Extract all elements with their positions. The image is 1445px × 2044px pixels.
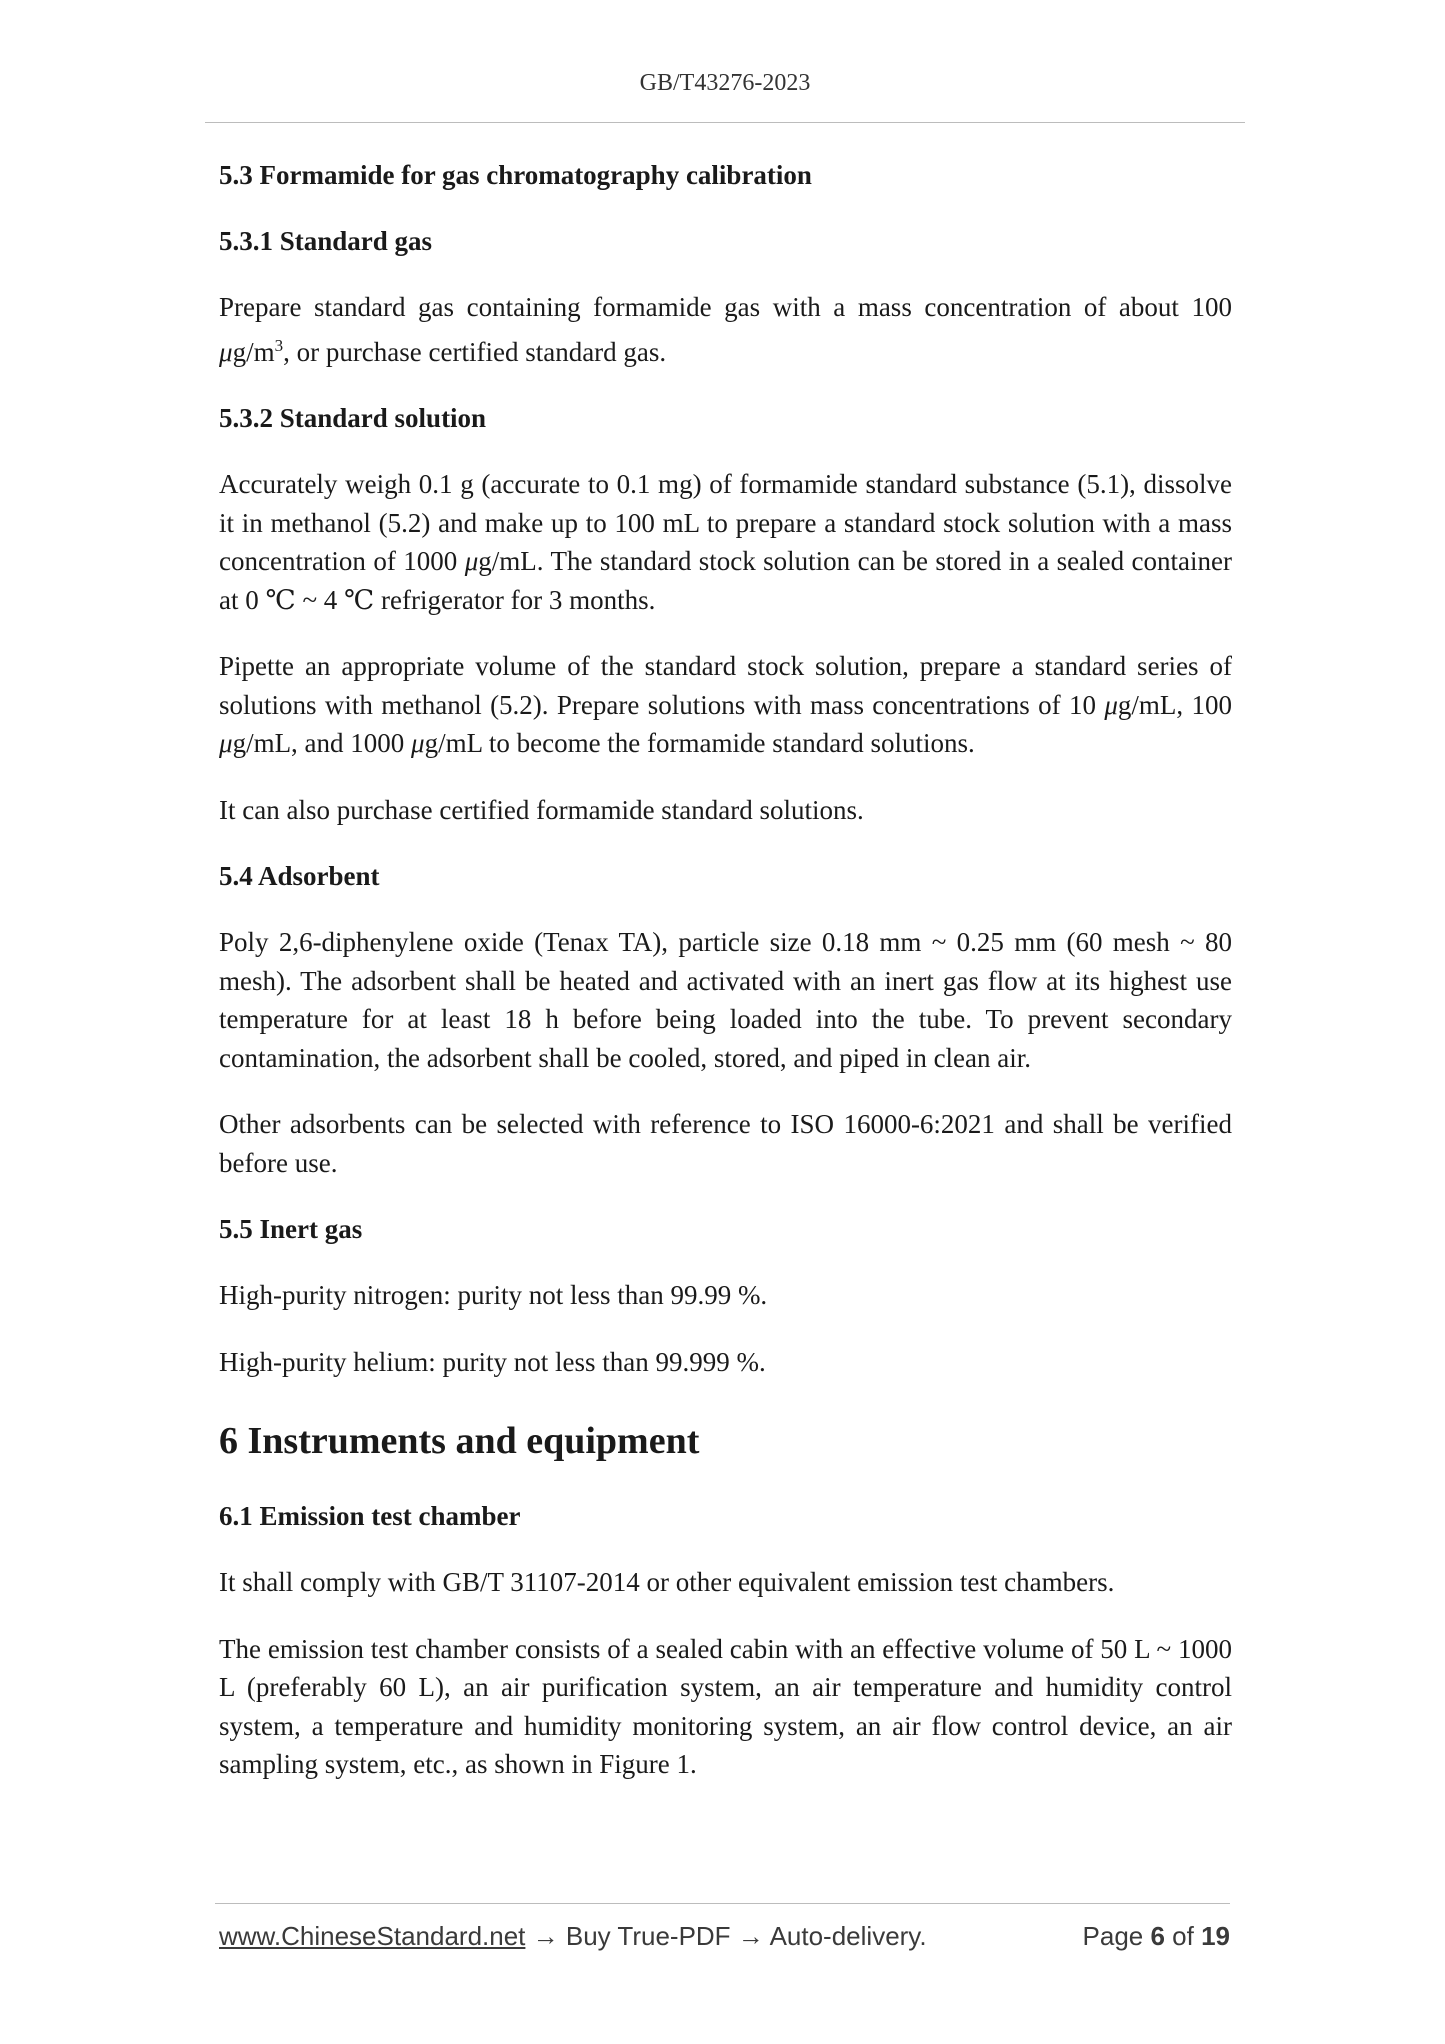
superscript: 3 [274, 335, 284, 355]
paragraph-other-adsorbents: Other adsorbents can be selected with reference to ISO 16000-6:2021 and shall be verified before use. [219, 1109, 1232, 1178]
text-run: , or purchase certified standard gas. [283, 336, 667, 367]
page-footer [219, 1921, 1230, 1955]
page-total: 19 [1201, 1921, 1230, 1951]
section-heading-5-5: 5.5 Inert gas [219, 1214, 363, 1244]
footer-promo [219, 1921, 927, 1952]
section-heading-5-3: 5.3 Formamide for gas chromatography calibration [219, 160, 812, 190]
chapter-heading-6: 6 Instruments and equipment [219, 1420, 700, 1462]
paragraph-standard-gas [219, 288, 1232, 371]
paragraph-chamber-compliance: It shall comply with GB/T 31107-2014 or other equivalent emission test chambers. [219, 1567, 1115, 1597]
paragraph-stock-solution [219, 465, 1232, 619]
mu-symbol: μ [1104, 689, 1118, 720]
text-run: g/m [232, 336, 275, 367]
footer-divider [215, 1903, 1230, 1904]
mu-symbol: μ [219, 336, 233, 367]
paragraph-standard-series [219, 647, 1232, 763]
section-heading-6-1: 6.1 Emission test chamber [219, 1501, 521, 1531]
paragraph-certified-solutions: It can also purchase certified formamide standard solutions. [219, 794, 864, 825]
page-number: 6 [1150, 1921, 1165, 1951]
section-heading-5-3-2: 5.3.2 Standard solution [219, 403, 487, 433]
paragraph-nitrogen: High-purity nitrogen: purity not less than 99.99 %. [219, 1280, 768, 1310]
text-run: Pipette an appropriate volume of the standard stock solution, prepare a standard series of solutions with methanol (5.2). Prepare solutions with mass concentrations of 10 [219, 651, 1232, 720]
text-run: g/mL, and 1000 [232, 728, 412, 758]
mu-symbol: μ [411, 728, 425, 758]
site-link[interactable]: www.ChineseStandard.net [219, 1921, 526, 1951]
text-run: Accurately weigh 0.1 g (accurate to 0.1 mg) of formamide standard substance (5.1), dissolve it in methanol (5.2) and make up to 100 mL to prepare a standard stock solution with a mass concentration of 1000 [219, 469, 1232, 576]
paragraph-adsorbent: Poly 2,6-diphenylene oxide (Tenax TA), particle size 0.18 mm ~ 0.25 mm (60 mesh ~ 80 mesh). The adsorbent shall be heated and activated with an inert gas flow at its highest use temperature for at least 18 h before being loaded into the tube. To prevent secondary contamination, the adsorbent shall be cooled, stored, and piped in clean air. [219, 927, 1232, 1073]
page-counter [1083, 1921, 1230, 1952]
mu-symbol: μ [219, 728, 233, 758]
page-word: Page [1082, 1921, 1151, 1951]
text-run: g/mL. The standard stock solution can be stored in a sealed container at 0 ℃ ~ 4 ℃ refrigerator for 3 months. [219, 546, 1232, 615]
text-run: Prepare standard gas containing formamide gas with a mass concentration of about 100 [219, 292, 1232, 322]
text-run: g/mL, 100 [1117, 689, 1232, 720]
footer-promo-text: → Buy True-PDF → Auto-delivery. [525, 1921, 927, 1951]
header-divider [205, 122, 1245, 123]
mu-symbol: μ [464, 546, 479, 576]
paragraph-helium: High-purity helium: purity not less than 99.999 %. [219, 1346, 766, 1377]
text-run: g/mL to become the formamide standard solutions. [424, 728, 975, 758]
of-word: of [1164, 1921, 1202, 1951]
page-body [219, 156, 1232, 1812]
paragraph-chamber-description: The emission test chamber consists of a sealed cabin with an effective volume of 50 L ~ 1000 L (preferably 60 L), an air purification system, an air temperature and humidity control system, a temperature and humidity monitoring system, an air flow control device, an air sampling system, etc., as shown in Figure 1. [219, 1633, 1232, 1779]
section-heading-5-4: 5.4 Adsorbent [219, 861, 380, 891]
section-heading-5-3-1: 5.3.1 Standard gas [219, 226, 433, 256]
page-header-doc-id: GB/T43276-2023 [639, 70, 811, 96]
